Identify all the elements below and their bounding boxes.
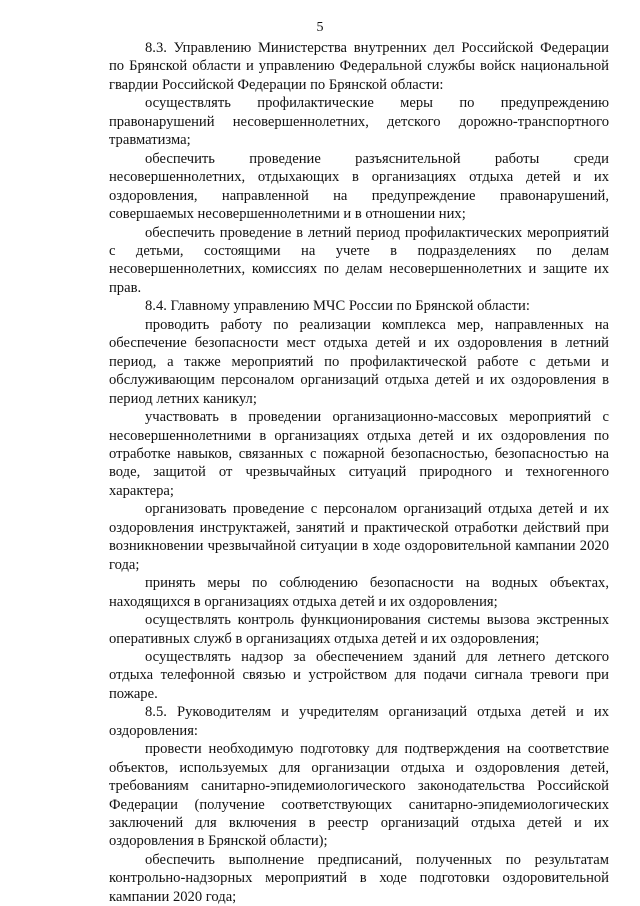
paragraph-8-4-heading: 8.4. Главному управлению МЧС России по Брянской области:: [145, 298, 530, 315]
paragraph-safety-measures: проводить работу по реализации комплекса мер, направленных на обеспечение безопасности мест отдыха детей и их оздоровления в летний период, а также мероприятий по профилактической работе с детьми и обслуживающим персоналом организаций отдыха детей и их оздоровления в период летних каникул;: [109, 316, 609, 407]
paragraph-mass-events: участвовать в проведении организационно-массовых мероприятий с несовершеннолетними в организациях отдыха детей и их оздоровления по отработке навыков, связанных с пожарной безопасностью, безопасностью на воде, защитой от чрезвычайных ситуаций природного и техногенного характера;: [109, 409, 609, 499]
paragraph-summer-prevention: обеспечить проведение в летний период профилактических мероприятий с детьми, состоящими на учете в подразделениях по делам несовершеннолетних, комиссиях по делам несовершеннолетних и защите их прав.: [109, 224, 609, 296]
paragraph-sanitary-preparation: провести необходимую подготовку для подтверждения на соответствие объектов, используемых для организации отдыха и оздоровления детей, требованиям санитарно-эпидемиологического законодательства Российской Федерации (получение соответствующих санитарно-эпидемиологических заключений для включения в реестр организаций отдыха детей и их оздоровления в Брянской области);: [109, 741, 609, 850]
paragraph-emergency-calls: осуществлять контроль функционирования системы вызова экстренных оперативных служб в организациях отдыха детей и их оздоровления;: [109, 612, 609, 647]
paragraph-explanatory-work: обеспечить проведение разъяснительной работы среди несовершеннолетних, отдыхающих в организациях отдыха детей и их оздоровления, направленной на предупреждение правонарушений, совершаемых несовершеннолетними и в отношении них;: [109, 150, 609, 223]
page-number: 5: [316, 20, 324, 35]
paragraph-staff-briefings: организовать проведение с персоналом организаций отдыха детей и их оздоровления инструктажей, занятий и практической отработки действий при возникновении чрезвычайной ситуации в ходе оздоровительной кампании 2020 года;: [109, 501, 609, 573]
paragraph-water-safety: принять меры по соблюдению безопасности на водных объектах, находящихся в организациях отдыха детей и их оздоровления;: [109, 575, 609, 610]
paragraph-8-3-heading: 8.3. Управлению Министерства внутренних дел Российской Федерации по Брянской области и управлению Федеральной службы войск национальной гвардии Российской Федерации по Брянской области:: [109, 40, 609, 93]
paragraph-8-5-heading: 8.5. Руководителям и учредителям организаций отдыха детей и их оздоровления:: [109, 704, 609, 739]
paragraph-inspection-orders: обеспечить выполнение предписаний, полученных по результатам контрольно-надзорных мероприятий в ходе подготовки оздоровительной кампании 2020 года;: [109, 851, 609, 905]
paragraph-prevention-measures: осуществлять профилактические меры по предупреждению правонарушений несовершеннолетних, детского дорожно-транспортного травматизма;: [109, 95, 609, 149]
paragraph-fire-alarm: осуществлять надзор за обеспечением зданий для летнего детского отдыха телефонной связью и устройством для подачи сигнала тревоги при пожаре.: [109, 648, 609, 702]
document-body: [109, 39, 609, 906]
